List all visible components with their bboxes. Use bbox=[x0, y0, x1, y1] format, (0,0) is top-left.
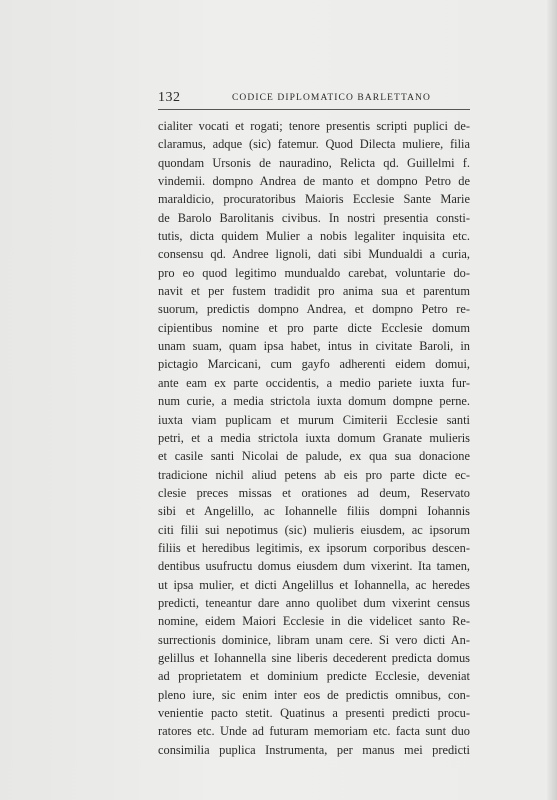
text-line: clesie preces missas et orationes ad deum, Reservato bbox=[158, 485, 470, 500]
text-line: filiis et heredibus legitimis, ex ipsorum corporibus descen- bbox=[158, 540, 470, 555]
text-line: predicti, teneantur dare anno quolibet dum vixerint census bbox=[158, 595, 470, 610]
header-rule bbox=[158, 109, 470, 110]
text-line: iuxta viam puplicam et murum Cimiterii Ecclesie santi bbox=[158, 412, 470, 427]
text-line: de Barolo Barolitanis civibus. In nostri presentia consti- bbox=[158, 210, 470, 225]
running-title: CODICE DIPLOMATICO BARLETTANO bbox=[232, 93, 431, 103]
text-line: consensu qd. Andree lignoli, dati sibi Mundualdi a curia, bbox=[158, 247, 470, 262]
text-line: navit et per fustem tradidit pro anima sua et parentum bbox=[158, 284, 470, 299]
text-line: petri, et a media strictola iuxta domum Granate mulieris bbox=[158, 430, 470, 445]
text-line: tradicione nichil aliud petens ab eis pro parte dicte ec- bbox=[158, 467, 470, 482]
text-line: et casile santi Nicolai de palude, ex qua sua donacione bbox=[158, 449, 470, 464]
text-line: nomine, eidem Maiori Ecclesie in die videlicet santo Re- bbox=[158, 614, 470, 629]
text-line: sibi et Angelillo, ac Iohannelle filiis dompni Iohannis bbox=[158, 504, 470, 519]
text-line: suorum, predictis dompno Andrea, et dompno Petro re- bbox=[158, 302, 470, 317]
page-header bbox=[158, 90, 470, 108]
text-line: ut ipsa mulier, et dicti Angelillus et Iohannella, ac heredes bbox=[158, 577, 470, 592]
page-number: 132 bbox=[158, 90, 181, 105]
text-line: num curie, a media strictola iuxta domum dompne perne. bbox=[158, 394, 470, 409]
text-line: gelillus et Iohannella sine liberis decederent predicta domus bbox=[158, 650, 470, 665]
text-line: vindemii. dompno Andrea de manto et dompno Petro de bbox=[158, 174, 470, 189]
text-line: pro eo quod legitimo mundualdo carebat, voluntarie do- bbox=[158, 265, 470, 280]
text-line: quondam Ursonis de nauradino, Relicta qd. Guillelmi f. bbox=[158, 155, 470, 170]
text-line: unam suam, quam ipsa habet, intus in civitate Baroli, in bbox=[158, 339, 470, 354]
text-line: claramus, adque (sic) fatemur. Quod Dilecta muliere, filia bbox=[158, 137, 470, 152]
text-line: consimilia puplica Instrumenta, per manus mei predicti bbox=[158, 742, 470, 757]
text-line: pleno iure, sic enim inter eos de predictis omnibus, con- bbox=[158, 687, 470, 702]
page-edge-shadow bbox=[547, 0, 557, 800]
text-line: cipientibus nomine et pro parte dicte Ecclesie domum bbox=[158, 320, 470, 335]
text-line: ad proprietatem et dominium predicte Ecclesie, deveniat bbox=[158, 669, 470, 684]
text-line: maraldicio, procuratoribus Maioris Ecclesie Sante Marie bbox=[158, 192, 470, 207]
text-line: ratores etc. Unde ad futuram memoriam etc. facta sunt duo bbox=[158, 724, 470, 739]
text-line: citi filii sui nepotimus (sic) mulieris eiusdem, ac ipsorum bbox=[158, 522, 470, 537]
text-line: venientie pacto stetit. Quatinus a presenti predicti procu- bbox=[158, 706, 470, 720]
text-line: surrectionis dominice, libram unam cere. Si vero dicti An- bbox=[158, 632, 470, 647]
text-line: ante eam ex parte occidentis, a medio pariete iuxta fur- bbox=[158, 375, 470, 390]
body-text bbox=[158, 117, 470, 759]
text-line: dentibus usufructu domus eiusdem dum vixerint. Ita tamen, bbox=[158, 559, 470, 574]
text-line: tutis, dicta quidem Mulier a nobis legaliter inquisita etc. bbox=[158, 229, 470, 244]
text-line: pictagio Marcicani, cum gayfo adherenti eidem domui, bbox=[158, 357, 470, 372]
text-line: cialiter vocati et rogati; tenore presentis scripti puplici de- bbox=[158, 119, 470, 133]
